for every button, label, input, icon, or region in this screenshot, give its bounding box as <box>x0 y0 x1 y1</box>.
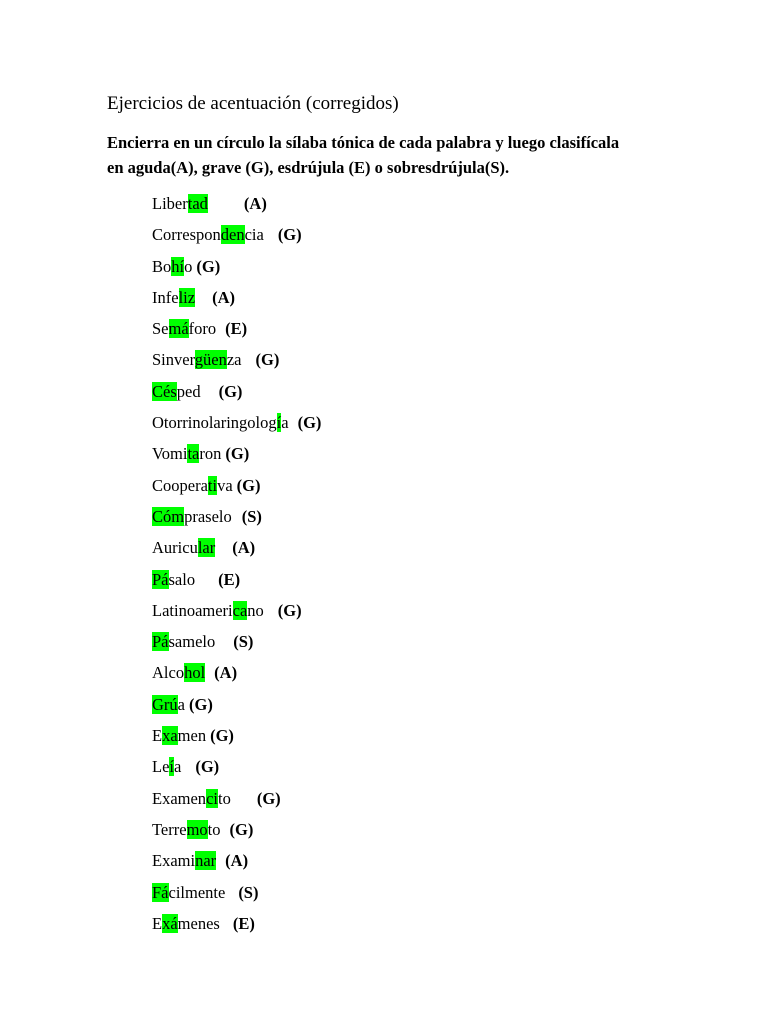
word-post-syllable: to <box>217 788 231 808</box>
word-post-syllable: salo <box>168 569 196 589</box>
word-post-syllable: za <box>226 350 242 370</box>
word-post-syllable: va <box>217 475 233 495</box>
word <box>152 473 233 499</box>
tonic-syllable-highlight: nar <box>195 851 217 871</box>
word-post-syllable: ron <box>199 444 222 464</box>
word-post-syllable: no <box>247 600 264 620</box>
classification-label: (E) <box>225 319 248 339</box>
word-row <box>152 880 321 911</box>
word-list <box>152 191 321 942</box>
tonic-syllable-highlight: má <box>168 319 189 339</box>
word <box>152 723 206 749</box>
word-pre-syllable: Infe <box>152 287 179 307</box>
word <box>152 629 215 655</box>
classification-label: (S) <box>233 632 254 652</box>
word <box>152 754 181 780</box>
word <box>152 660 205 686</box>
tonic-syllable-highlight: ta <box>187 444 200 464</box>
word <box>152 347 242 373</box>
word-post-syllable: a <box>281 413 289 433</box>
classification-label: (E) <box>218 569 241 589</box>
word <box>152 598 264 624</box>
word-row <box>152 817 321 848</box>
word-post-syllable: o <box>184 256 193 276</box>
word-pre-syllable: Le <box>152 757 170 777</box>
word <box>152 880 225 906</box>
word-pre-syllable: Liber <box>152 194 188 213</box>
word-row <box>152 222 321 253</box>
word-pre-syllable: Alco <box>152 663 185 683</box>
word-pre-syllable: Sinver <box>152 350 195 370</box>
tonic-syllable-highlight: Grú <box>152 694 178 714</box>
word-row <box>152 504 321 535</box>
word <box>152 786 231 812</box>
word <box>152 911 220 937</box>
word-pre-syllable: Otorrinolaringolog <box>152 413 277 433</box>
instructions-line-1: Encierra en un círculo la sílaba tónica de cada palabra y luego clasifícala <box>107 133 620 152</box>
word-pre-syllable: Coopera <box>152 475 208 495</box>
word-post-syllable: menes <box>177 913 220 933</box>
word-row <box>152 723 321 754</box>
word-pre-syllable: Vomi <box>152 444 188 464</box>
word <box>152 535 215 561</box>
word-pre-syllable: Exami <box>152 851 196 871</box>
word <box>152 316 216 342</box>
classification-label: (S) <box>238 882 259 902</box>
word <box>152 410 289 436</box>
classification-label: (S) <box>241 506 262 526</box>
classification-label: (G) <box>210 726 234 746</box>
tonic-syllable-highlight: Fá <box>152 882 169 902</box>
classification-label: (A) <box>225 851 249 871</box>
word-row <box>152 347 321 378</box>
tonic-syllable-highlight: Cés <box>152 381 177 401</box>
classification-label: (G) <box>229 819 254 839</box>
tonic-syllable-highlight: Cóm <box>152 506 185 526</box>
word-post-syllable: foro <box>188 319 217 339</box>
word-row <box>152 473 321 504</box>
classification-label: (E) <box>232 913 255 933</box>
classification-label: (G) <box>255 350 280 370</box>
classification-label: (G) <box>256 788 281 808</box>
classification-label: (A) <box>214 663 238 683</box>
word <box>152 567 195 593</box>
word-row <box>152 598 321 629</box>
word-post-syllable: ped <box>176 381 201 401</box>
classification-label: (G) <box>297 413 322 433</box>
tonic-syllable-highlight: xa <box>162 726 178 746</box>
word <box>152 379 201 405</box>
word-row <box>152 535 321 566</box>
word-row <box>152 911 321 942</box>
tonic-syllable-highlight: tad <box>187 194 208 213</box>
tonic-syllable-highlight: den <box>220 225 245 245</box>
classification-label: (G) <box>196 256 221 276</box>
tonic-syllable-highlight: Pá <box>152 569 169 589</box>
word-pre-syllable: Examen <box>152 788 207 808</box>
word <box>152 441 221 467</box>
classification-label: (G) <box>277 225 302 245</box>
word <box>152 191 208 217</box>
word-post-syllable: a <box>174 757 182 777</box>
word-pre-syllable: Auricu <box>152 538 198 558</box>
classification-label: (G) <box>236 475 261 495</box>
word-row <box>152 379 321 410</box>
classification-label: (G) <box>195 757 220 777</box>
page-title: Ejercicios de acentuación (corregidos) <box>107 93 399 114</box>
word-row <box>152 786 321 817</box>
word-row <box>152 567 321 598</box>
instructions-line-2: en aguda(A), grave (G), esdrújula (E) o sobresdrújula(S). <box>107 158 510 177</box>
word-row <box>152 254 321 285</box>
tonic-syllable-highlight: hí <box>171 256 185 276</box>
tonic-syllable-highlight: í <box>276 413 282 433</box>
word-post-syllable: cilmente <box>168 882 226 902</box>
word-pre-syllable: Correspon <box>152 225 221 245</box>
classification-label: (A) <box>212 287 235 307</box>
word-row <box>152 754 321 785</box>
classification-label: (G) <box>189 694 213 714</box>
word <box>152 504 232 530</box>
word <box>152 254 192 280</box>
word <box>152 848 216 874</box>
word-row <box>152 848 321 879</box>
word <box>152 817 221 843</box>
word-post-syllable: samelo <box>168 632 216 652</box>
tonic-syllable-highlight: xá <box>162 913 178 933</box>
word-post-syllable: a <box>177 694 185 714</box>
classification-label: (G) <box>277 600 302 620</box>
word-pre-syllable: Terre <box>152 819 187 839</box>
word <box>152 222 264 248</box>
tonic-syllable-highlight: mo <box>186 819 208 839</box>
tonic-syllable-highlight: ca <box>232 600 248 620</box>
tonic-syllable-highlight: hol <box>184 663 206 683</box>
tonic-syllable-highlight: güen <box>194 350 227 370</box>
word <box>152 285 195 311</box>
tonic-syllable-highlight: ci <box>206 788 218 808</box>
word-row <box>152 629 321 660</box>
word-row <box>152 441 321 472</box>
word-row <box>152 285 321 316</box>
classification-label: (G) <box>218 381 243 401</box>
word-post-syllable: men <box>177 726 207 746</box>
word-pre-syllable: Bo <box>152 256 172 276</box>
word-pre-syllable: Latinoameri <box>152 600 233 620</box>
word-row <box>152 660 321 691</box>
word-pre-syllable: E <box>152 726 163 746</box>
tonic-syllable-highlight: lar <box>197 538 216 558</box>
word-pre-syllable: E <box>152 913 163 933</box>
classification-label: (G) <box>225 444 250 464</box>
classification-label: (A) <box>232 538 256 558</box>
word-row <box>152 692 321 723</box>
tonic-syllable-highlight: liz <box>178 287 196 307</box>
classification-label: (A) <box>243 194 267 213</box>
word-row <box>152 191 321 222</box>
word <box>152 692 185 718</box>
word-row <box>152 316 321 347</box>
exercise-instructions <box>107 130 707 180</box>
word-post-syllable: cia <box>244 225 264 245</box>
word-post-syllable: to <box>207 819 221 839</box>
word-post-syllable: praselo <box>184 506 232 526</box>
word-row <box>152 410 321 441</box>
tonic-syllable-highlight: ti <box>207 475 218 495</box>
word-pre-syllable: Se <box>152 319 169 339</box>
tonic-syllable-highlight: í <box>169 757 174 777</box>
tonic-syllable-highlight: Pá <box>152 632 169 652</box>
